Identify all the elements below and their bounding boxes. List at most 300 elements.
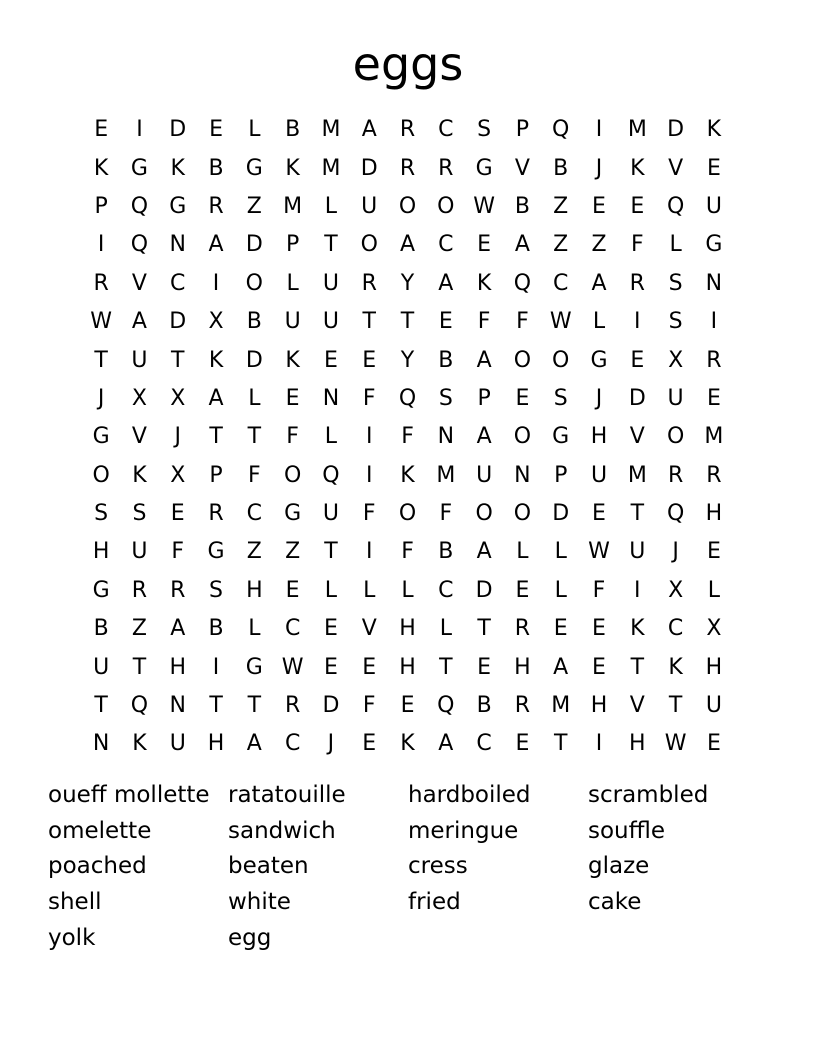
grid-letter[interactable]: G	[245, 654, 263, 680]
grid-letter[interactable]: O	[92, 462, 110, 488]
grid-letter[interactable]: K	[476, 270, 492, 296]
grid-letter[interactable]: T	[439, 654, 453, 680]
grid-letter[interactable]: F	[592, 577, 606, 603]
grid-letter[interactable]: Z	[131, 616, 147, 642]
grid-letter[interactable]: V	[668, 155, 684, 181]
grid-letter[interactable]: E	[170, 501, 185, 527]
grid-letter[interactable]: H	[92, 539, 110, 565]
grid-letter[interactable]: H	[207, 731, 225, 757]
grid-letter[interactable]: B	[553, 155, 569, 181]
grid-letter[interactable]: T	[553, 731, 568, 757]
grid-letter[interactable]: N	[169, 693, 186, 719]
grid-letter[interactable]: J	[672, 539, 679, 565]
grid-letter[interactable]: L	[554, 577, 567, 603]
grid-letter[interactable]: J	[595, 155, 603, 181]
grid-letter[interactable]: T	[477, 616, 491, 642]
grid-letter[interactable]: I	[595, 731, 603, 757]
grid-letter[interactable]: E	[706, 539, 721, 565]
grid-letter[interactable]: E	[323, 654, 338, 680]
grid-letter[interactable]: F	[401, 424, 414, 450]
grid-letter[interactable]: Y	[400, 270, 415, 296]
grid-letter[interactable]: T	[324, 232, 338, 258]
grid-letter[interactable]: D	[475, 577, 493, 603]
grid-letter[interactable]: E	[592, 193, 606, 219]
grid-letter[interactable]: U	[590, 462, 608, 488]
grid-letter[interactable]: H	[514, 654, 531, 680]
grid-letter[interactable]: O	[437, 193, 455, 219]
grid-letter[interactable]: B	[285, 117, 301, 143]
grid-letter[interactable]: Z	[553, 232, 569, 258]
grid-letter[interactable]: A	[438, 731, 454, 757]
grid-letter[interactable]: E	[362, 347, 377, 373]
grid-row	[82, 303, 733, 341]
grid-letter[interactable]: U	[322, 501, 339, 527]
grid-letter[interactable]: M	[321, 117, 341, 143]
grid-letter[interactable]: V	[131, 270, 147, 296]
grid-row	[82, 380, 733, 418]
grid-letter[interactable]: Q	[552, 117, 570, 143]
grid-letter[interactable]: B	[438, 347, 454, 373]
grid-letter[interactable]: K	[400, 462, 415, 488]
grid-letter[interactable]: P	[554, 462, 568, 488]
grid-letter[interactable]: R	[438, 155, 454, 181]
grid-letter[interactable]: S	[477, 117, 492, 143]
grid-letter[interactable]: D	[245, 347, 263, 373]
grid-letter[interactable]: L	[554, 539, 567, 565]
grid-letter[interactable]: H	[629, 731, 646, 757]
grid-letter[interactable]: J	[97, 385, 105, 411]
grid-letter[interactable]: A	[438, 270, 454, 296]
grid-letter[interactable]: J	[595, 385, 603, 411]
grid-letter[interactable]: T	[247, 693, 262, 719]
grid-letter[interactable]: U	[361, 193, 378, 219]
grid-letter[interactable]: H	[705, 654, 723, 680]
grid-letter[interactable]: T	[171, 347, 185, 373]
grid-letter[interactable]: B	[208, 155, 224, 181]
grid-letter[interactable]: A	[476, 539, 492, 565]
grid-letter[interactable]: G	[207, 539, 225, 565]
page-title: eggs	[352, 37, 464, 91]
grid-letter[interactable]: B	[476, 693, 492, 719]
grid-letter[interactable]: X	[170, 462, 186, 488]
grid-letter[interactable]: L	[516, 539, 529, 565]
grid-letter[interactable]: B	[438, 539, 454, 565]
grid-letter[interactable]: R	[131, 577, 148, 603]
word-list-item: yolk	[48, 924, 96, 951]
grid-letter[interactable]: Q	[437, 693, 455, 719]
grid-letter[interactable]: P	[285, 232, 300, 258]
word-list-item: oueff mollette	[48, 782, 210, 808]
grid-letter[interactable]: L	[363, 577, 376, 603]
grid-letter[interactable]: T	[630, 654, 645, 680]
grid-letter[interactable]: O	[513, 424, 532, 450]
grid-letter[interactable]: N	[322, 385, 340, 411]
grid-letter[interactable]: K	[285, 155, 300, 181]
grid-letter[interactable]: C	[170, 270, 186, 296]
grid-letter[interactable]: U	[131, 347, 148, 373]
grid-letter[interactable]: Q	[130, 693, 149, 719]
grid-letter[interactable]: E	[438, 309, 453, 335]
grid-letter[interactable]: X	[170, 385, 186, 411]
grid-letter[interactable]: P	[209, 462, 223, 488]
grid-letter[interactable]: J	[174, 424, 181, 450]
grid-letter[interactable]: W	[588, 539, 610, 565]
grid-letter[interactable]: R	[629, 270, 645, 296]
grid-letter[interactable]: E	[285, 577, 300, 603]
grid-letter[interactable]: K	[132, 731, 147, 757]
word-list-item: poached	[48, 853, 147, 880]
grid-letter[interactable]: E	[477, 232, 492, 258]
grid-letter[interactable]: U	[322, 309, 339, 335]
grid-letter[interactable]: F	[516, 309, 529, 335]
grid-letter[interactable]: L	[248, 385, 261, 411]
grid-letter[interactable]: C	[438, 117, 454, 143]
grid-letter[interactable]: T	[668, 693, 683, 719]
grid-row	[82, 111, 733, 149]
grid-letter[interactable]: R	[399, 117, 416, 143]
grid-letter[interactable]: N	[437, 424, 455, 450]
grid-letter[interactable]: V	[629, 693, 645, 719]
grid-letter[interactable]: V	[361, 616, 377, 642]
grid-letter[interactable]: K	[285, 347, 300, 373]
grid-letter[interactable]: L	[248, 117, 261, 143]
grid-letter[interactable]: G	[92, 577, 110, 603]
grid-letter[interactable]: A	[170, 616, 186, 642]
grid-letter[interactable]: R	[284, 693, 301, 719]
grid-letter[interactable]: O	[552, 347, 570, 373]
grid-letter[interactable]: C	[438, 232, 454, 258]
grid-letter[interactable]: V	[514, 155, 530, 181]
grid-letter[interactable]: A	[514, 232, 530, 258]
grid-letter[interactable]: W	[473, 193, 495, 219]
grid-letter[interactable]: D	[169, 309, 187, 335]
grid-letter[interactable]: U	[705, 693, 722, 719]
grid-letter[interactable]: D	[245, 232, 263, 258]
grid-letter[interactable]: P	[94, 193, 108, 219]
grid-letter[interactable]: P	[515, 117, 530, 143]
grid-letter[interactable]: Q	[322, 462, 340, 488]
grid-letter[interactable]: T	[324, 539, 338, 565]
grid-letter[interactable]: H	[399, 616, 416, 642]
grid-letter[interactable]: B	[246, 309, 262, 335]
grid-letter[interactable]: T	[209, 424, 223, 450]
grid-letter[interactable]: I	[365, 539, 373, 565]
grid-letter[interactable]: R	[208, 193, 224, 219]
grid-letter[interactable]: F	[248, 462, 261, 488]
grid-letter[interactable]: O	[283, 462, 302, 488]
grid-letter[interactable]: S	[132, 501, 147, 527]
grid-letter[interactable]: Q	[513, 270, 532, 296]
grid-letter[interactable]: D	[628, 385, 646, 411]
grid-letter[interactable]: H	[399, 654, 416, 680]
grid-letter[interactable]: U	[667, 385, 684, 411]
grid-letter[interactable]: O	[513, 501, 532, 527]
grid-letter[interactable]: D	[169, 117, 187, 143]
grid-letter[interactable]: I	[634, 309, 641, 335]
grid-letter[interactable]: E	[592, 616, 606, 642]
grid-letter[interactable]: J	[327, 731, 335, 757]
grid-letter[interactable]: E	[553, 616, 568, 642]
grid-letter[interactable]: I	[634, 577, 641, 603]
grid-letter[interactable]: I	[212, 654, 220, 680]
grid-letter[interactable]: F	[362, 385, 376, 411]
grid-letter[interactable]: U	[629, 539, 646, 565]
grid-letter[interactable]: W	[90, 309, 113, 335]
grid-letter[interactable]: G	[590, 347, 608, 373]
grid-letter[interactable]: K	[668, 654, 683, 680]
grid-letter[interactable]: I	[97, 232, 105, 258]
grid-letter[interactable]: E	[400, 693, 415, 719]
grid-letter[interactable]: K	[93, 155, 109, 181]
grid-letter[interactable]: U	[131, 539, 148, 565]
grid-letter[interactable]: I	[365, 462, 373, 488]
grid-letter[interactable]: M	[704, 424, 724, 450]
grid-letter[interactable]: E	[323, 616, 338, 642]
grid-letter[interactable]: S	[553, 385, 568, 411]
grid-letter[interactable]: L	[324, 577, 338, 603]
grid-letter[interactable]: G	[705, 232, 723, 258]
grid-letter[interactable]: I	[365, 424, 373, 450]
grid-letter[interactable]: U	[476, 462, 493, 488]
grid-letter[interactable]: H	[590, 424, 608, 450]
grid-letter[interactable]: A	[131, 309, 147, 335]
grid-letter[interactable]: Z	[246, 193, 262, 219]
grid-letter[interactable]: N	[92, 731, 110, 757]
grid-letter[interactable]: A	[361, 117, 377, 143]
grid-letter[interactable]: O	[360, 232, 378, 258]
grid-letter[interactable]: Q	[666, 193, 685, 219]
grid-letter[interactable]: L	[592, 309, 606, 335]
grid-letter[interactable]: L	[669, 232, 682, 258]
grid-letter[interactable]: O	[245, 270, 263, 296]
grid-letter[interactable]: X	[668, 577, 684, 603]
grid-letter[interactable]: W	[549, 309, 572, 335]
grid-letter[interactable]: H	[705, 501, 723, 527]
grid-letter[interactable]: U	[169, 731, 186, 757]
grid-letter[interactable]: Z	[246, 539, 262, 565]
grid-letter[interactable]: C	[667, 616, 684, 642]
grid-letter[interactable]: F	[630, 232, 644, 258]
grid-letter[interactable]: E	[362, 654, 377, 680]
grid-letter[interactable]: K	[208, 347, 224, 373]
grid-letter[interactable]: B	[93, 616, 109, 642]
grid-letter[interactable]: V	[629, 424, 645, 450]
grid-letter[interactable]: M	[436, 462, 456, 488]
grid-letter[interactable]: F	[439, 501, 453, 527]
grid-letter[interactable]: E	[323, 347, 338, 373]
grid-letter[interactable]: O	[513, 347, 532, 373]
grid-letter[interactable]: R	[514, 693, 531, 719]
grid-letter[interactable]: I	[710, 309, 718, 335]
grid-letter[interactable]: M	[283, 193, 303, 219]
grid-letter[interactable]: G	[552, 424, 570, 450]
grid-letter[interactable]: F	[477, 309, 491, 335]
grid-letter[interactable]: E	[362, 731, 377, 757]
grid-letter[interactable]: N	[514, 462, 531, 488]
grid-letter[interactable]: T	[400, 309, 415, 335]
grid-letter[interactable]: H	[246, 577, 263, 603]
grid-letter[interactable]: B	[514, 193, 530, 219]
grid-letter[interactable]: R	[93, 270, 109, 296]
grid-letter[interactable]: N	[705, 270, 723, 296]
grid-letter[interactable]: R	[514, 616, 531, 642]
grid-letter[interactable]: T	[209, 693, 223, 719]
grid-letter[interactable]: O	[398, 501, 417, 527]
grid-letter[interactable]: E	[706, 385, 721, 411]
grid-letter[interactable]: C	[553, 270, 569, 296]
grid-letter[interactable]: R	[170, 577, 186, 603]
grid-letter[interactable]: L	[439, 616, 452, 642]
grid-letter[interactable]: Z	[553, 193, 569, 219]
grid-letter[interactable]: T	[630, 501, 645, 527]
grid-letter[interactable]: Q	[130, 232, 149, 258]
grid-letter[interactable]: K	[170, 155, 185, 181]
grid-letter[interactable]: S	[94, 501, 109, 527]
grid-letter[interactable]: V	[131, 424, 147, 450]
grid-letter[interactable]: E	[285, 385, 300, 411]
grid-letter[interactable]: D	[360, 155, 378, 181]
word-list	[48, 778, 768, 956]
grid-letter[interactable]: Q	[666, 501, 685, 527]
grid-letter[interactable]: L	[324, 193, 338, 219]
grid-letter[interactable]: E	[515, 577, 530, 603]
grid-letter[interactable]: A	[591, 270, 607, 296]
word-search-grid	[82, 111, 733, 764]
grid-letter[interactable]: W	[664, 731, 687, 757]
grid-letter[interactable]: G	[284, 501, 302, 527]
grid-letter[interactable]: U	[705, 193, 722, 219]
grid-letter[interactable]: D	[552, 501, 570, 527]
grid-letter[interactable]: N	[169, 232, 186, 258]
word-list-item: cake	[588, 889, 642, 916]
grid-letter[interactable]: D	[322, 693, 340, 719]
grid-letter[interactable]: E	[209, 117, 223, 143]
grid-letter[interactable]: K	[706, 117, 722, 143]
grid-letter[interactable]: C	[246, 501, 263, 527]
grid-letter[interactable]: E	[515, 385, 530, 411]
grid-letter[interactable]: O	[666, 424, 685, 450]
grid-letter[interactable]: A	[399, 232, 416, 258]
grid-letter[interactable]: R	[667, 462, 684, 488]
grid-letter[interactable]: G	[130, 155, 148, 181]
grid-letter[interactable]: E	[94, 117, 109, 143]
grid-letter[interactable]: H	[169, 654, 187, 680]
grid-letter[interactable]: R	[208, 501, 224, 527]
grid-letter[interactable]: Z	[285, 539, 301, 565]
grid-letter[interactable]: E	[630, 347, 645, 373]
grid-letter[interactable]: K	[630, 616, 645, 642]
grid-letter[interactable]: F	[401, 539, 414, 565]
grid-letter[interactable]: D	[667, 117, 685, 143]
grid-letter[interactable]: E	[592, 654, 606, 680]
grid-letter[interactable]: M	[627, 117, 647, 143]
grid-letter[interactable]: A	[208, 385, 224, 411]
grid-letter[interactable]: C	[476, 731, 492, 757]
grid-letter[interactable]: C	[284, 616, 301, 642]
grid-letter[interactable]: A	[208, 232, 224, 258]
grid-letter[interactable]: X	[208, 309, 224, 335]
grid-letter[interactable]: I	[212, 270, 220, 296]
grid-letter[interactable]: T	[362, 309, 376, 335]
grid-letter[interactable]: H	[590, 693, 608, 719]
grid-letter[interactable]: Z	[591, 232, 607, 258]
grid-letter[interactable]: T	[132, 654, 147, 680]
grid-letter[interactable]: U	[322, 270, 339, 296]
grid-letter[interactable]: Q	[130, 193, 149, 219]
grid-letter[interactable]: S	[438, 385, 453, 411]
grid-letter[interactable]: I	[136, 117, 143, 143]
grid-letter[interactable]: K	[132, 462, 147, 488]
grid-letter[interactable]: M	[551, 693, 571, 719]
grid-letter[interactable]: S	[209, 577, 224, 603]
grid-letter[interactable]: L	[401, 577, 414, 603]
grid-letter[interactable]: E	[477, 654, 492, 680]
grid-letter[interactable]: E	[515, 731, 530, 757]
grid-letter[interactable]: U	[284, 309, 301, 335]
grid-letter[interactable]: A	[476, 424, 492, 450]
grid-letter[interactable]: G	[475, 155, 493, 181]
grid-letter[interactable]: C	[284, 731, 301, 757]
grid-letter[interactable]: K	[400, 731, 415, 757]
grid-letter[interactable]: R	[706, 347, 722, 373]
grid-letter[interactable]: E	[706, 155, 721, 181]
grid-letter[interactable]: E	[630, 193, 645, 219]
grid-letter[interactable]: R	[399, 155, 416, 181]
grid-letter[interactable]: K	[630, 155, 645, 181]
grid-letter[interactable]: I	[595, 117, 603, 143]
grid-letter[interactable]: T	[94, 693, 108, 719]
grid-letter[interactable]: R	[361, 270, 377, 296]
grid-letter[interactable]: G	[245, 155, 263, 181]
grid-letter[interactable]: W	[281, 654, 304, 680]
word-list-item: cress	[408, 853, 468, 880]
grid-letter[interactable]: F	[171, 539, 185, 565]
grid-letter[interactable]: A	[476, 347, 492, 373]
grid-letter[interactable]: E	[706, 731, 721, 757]
grid-letter[interactable]: T	[94, 347, 108, 373]
grid-letter[interactable]: A	[553, 654, 569, 680]
grid-letter[interactable]: L	[707, 577, 721, 603]
grid-letter[interactable]: X	[131, 385, 147, 411]
grid-letter[interactable]: E	[592, 501, 606, 527]
grid-letter[interactable]: O	[475, 501, 493, 527]
grid-letter[interactable]: G	[169, 193, 187, 219]
grid-letter[interactable]: F	[362, 693, 376, 719]
grid-letter[interactable]: S	[668, 309, 683, 335]
grid-letter[interactable]: F	[286, 424, 299, 450]
grid-letter[interactable]: Q	[398, 385, 417, 411]
grid-letter[interactable]: B	[208, 616, 224, 642]
grid-letter[interactable]: C	[438, 577, 454, 603]
grid-letter[interactable]: S	[668, 270, 683, 296]
grid-letter[interactable]: M	[321, 155, 341, 181]
grid-letter[interactable]: Y	[400, 347, 415, 373]
grid-letter[interactable]: L	[286, 270, 299, 296]
grid-letter[interactable]: M	[627, 462, 647, 488]
grid-letter[interactable]: X	[706, 616, 722, 642]
grid-letter[interactable]: U	[93, 654, 110, 680]
grid-letter[interactable]: F	[362, 501, 376, 527]
grid-letter[interactable]: X	[668, 347, 684, 373]
grid-letter[interactable]: L	[248, 616, 261, 642]
grid-letter[interactable]: T	[247, 424, 262, 450]
grid-letter[interactable]: P	[477, 385, 491, 411]
grid-letter[interactable]: A	[246, 731, 262, 757]
grid-letter[interactable]: L	[324, 424, 338, 450]
grid-letter[interactable]: G	[92, 424, 110, 450]
grid-letter[interactable]: O	[398, 193, 417, 219]
grid-letter[interactable]: R	[706, 462, 722, 488]
